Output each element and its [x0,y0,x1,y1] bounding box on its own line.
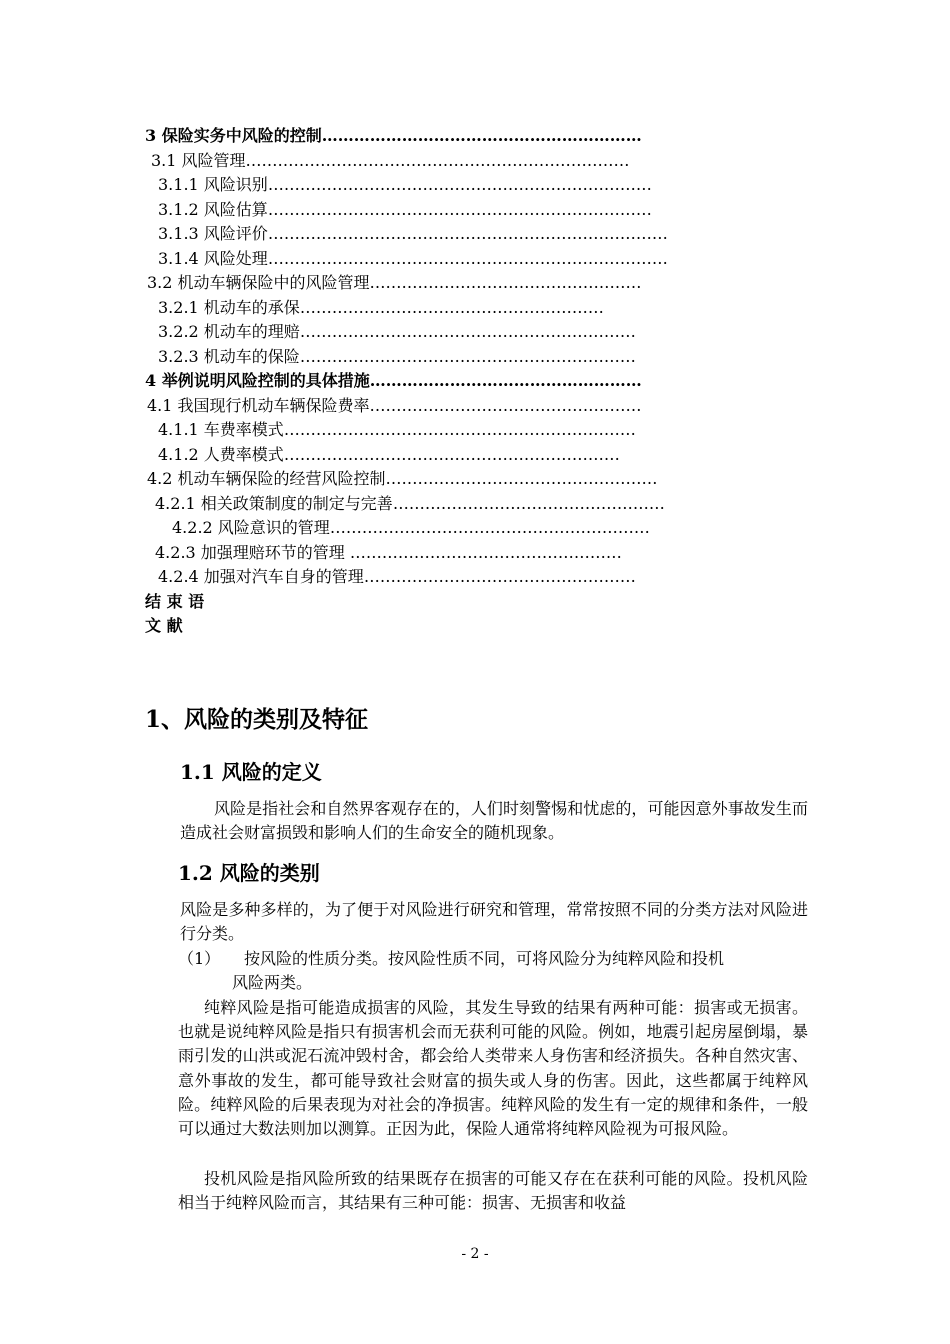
toc-entry [145,394,825,419]
toc-leader-dots: ……………………………………………………………… [267,199,652,219]
toc-entry-title: 3.1.2 风险估算 [158,199,268,219]
list-item-number: （1） [178,949,221,968]
toc-entry-title: 3.1.1 风险识别 [158,175,268,194]
toc-entry-title: 3.2.3 机动车的保险 [158,346,300,366]
toc-entry [145,149,825,174]
toc-entry-title: 4.2.1 相关政策制度的制定与完善 [155,493,393,513]
toc-leader-dots: ……………………………………………………… [283,444,620,464]
toc-entry [145,467,825,492]
toc-entry [145,247,825,272]
toc-entry-title: 4.2.3 加强理赔环节的管理 [155,542,350,562]
toc-leader-dots: ……………………………………………………… [299,322,636,341]
toc-entry-title: 4 举例说明风险控制的具体措施 [145,371,370,390]
toc-entry-title: 4.1 我国现行机动车辆保险费率 [147,395,370,415]
page-number: - 2 - [461,1246,489,1262]
section-heading-1-2: 1.2 风险的类别 [178,861,320,885]
toc-entry-title: 3.1.4 风险处理 [158,248,268,268]
toc-entry [145,418,825,443]
toc-entry-title: 3.2.2 机动车的理赔 [158,322,300,341]
toc-entry-title: 3.2 机动车辆保险中的风险管理 [147,273,370,292]
toc-entry [145,541,825,566]
toc-entry [145,271,825,296]
toc-leader-dots: …………………………………………………… [321,126,642,145]
toc-entry [145,590,825,615]
toc-entry-title: 4.1.2 人费率模式 [158,444,284,464]
pure-risk-paragraph: 纯粹风险是指可能造成损害的风险，其发生导致的结果有两种可能：损害或无损害。也就是说纯粹风险是指只有损害机会而无获利可能的风险。例如，地震引起房屋倒塌，暴雨引发的山洪或泥石流冲毁村舍，都会给人类带来人身伤害和经济损失。各种自然灾害、意外事故的发生，都可能导致社会财富的损失或人身的伤害。因此，这些都属于纯粹风险。纯粹风险的后果表现为对社会的净损害。纯粹风险的发生有一定的规律和条件，一般可以通过大数法则加以测算。正因为此，保险人通常将纯粹风险视为可报风险。 [178,998,808,1139]
speculative-risk-paragraph: 投机风险是指风险所致的结果既存在损害的可能又存在在获利可能的风险。投机风险相当于纯粹风险而言，其结果有三种可能：损害、无损害和收益 [178,1169,808,1213]
toc-leader-dots: ………………………………………………………………… [267,248,668,268]
toc-leader-dots: …………………………………………… [392,493,665,513]
toc-entry-title: 文 献 [145,616,183,635]
toc-leader-dots: ………………………………………………… [299,297,604,317]
toc-leader-dots: ………………………………………………………………… [267,224,668,243]
toc-leader-dots: …………………………………………… [349,542,622,562]
list-item-continuation: 风险两类。 [232,973,313,992]
toc-entry-title: 3.1 风险管理 [151,150,246,170]
toc-entry [145,296,825,321]
toc-entry [145,173,825,198]
toc-leader-dots: …………………………………………… [369,395,642,415]
toc-entry [145,345,825,370]
toc-entry-title: 3.2.1 机动车的承保 [158,297,300,317]
toc-entry-title: 4.2.2 风险意识的管理 [172,518,330,537]
list-item-text: 按风险的性质分类。按风险性质不同，可将风险分为纯粹风险和投机 [244,949,725,968]
toc-entry-title: 3.1.3 风险评价 [158,224,268,243]
toc-leader-dots: …………………………………………………… [329,518,650,537]
toc-entry-title: 4.2 机动车辆保险的经营风险控制 [147,469,386,488]
definition-paragraph: 风险是指社会和自然界客观存在的，人们时刻警惕和忧虑的，可能因意外事故发生而造成社会财富损毁和影响人们的生命安全的随机现象。 [180,799,808,843]
toc-leader-dots: ……………………………………………………… [299,346,636,366]
toc-entry [145,369,825,394]
toc-entry [145,516,825,541]
chapter-heading: 1、风险的类别及特征 [145,706,369,733]
toc-entry [145,320,825,345]
toc-entry [145,124,825,149]
list-item-1 [178,947,808,971]
toc-entry [145,492,825,517]
toc-entry-title: 4.1.1 车费率模式 [158,420,284,439]
toc-entry-title: 3 保险实务中风险的控制 [145,126,322,145]
section-heading-1-1: 1.1 风险的定义 [180,760,322,784]
toc-entry [145,198,825,223]
toc-leader-dots: …………………………………………… [369,273,642,292]
toc-leader-dots: …………………………………………… [369,371,642,390]
toc-entry [145,222,825,247]
toc-leader-dots: …………………………………………… [385,469,658,488]
toc-entry-title: 4.2.4 加强对汽车自身的管理 [158,567,364,586]
intro-paragraph: 风险是多种多样的，为了便于对风险进行研究和管理，常常按照不同的分类方法对风险进行分类。 [180,900,808,944]
toc-leader-dots: ……………………………………………………………… [267,175,652,194]
toc-leader-dots: ………………………………………………………… [283,420,636,439]
toc-leader-dots: …………………………………………… [363,567,636,586]
toc-entry [145,443,825,468]
toc-entry-title: 结 束 语 [145,591,205,611]
toc-entry [145,614,825,639]
toc-leader-dots: ……………………………………………………………… [245,150,630,170]
table-of-contents [145,124,825,639]
toc-entry [145,565,825,590]
